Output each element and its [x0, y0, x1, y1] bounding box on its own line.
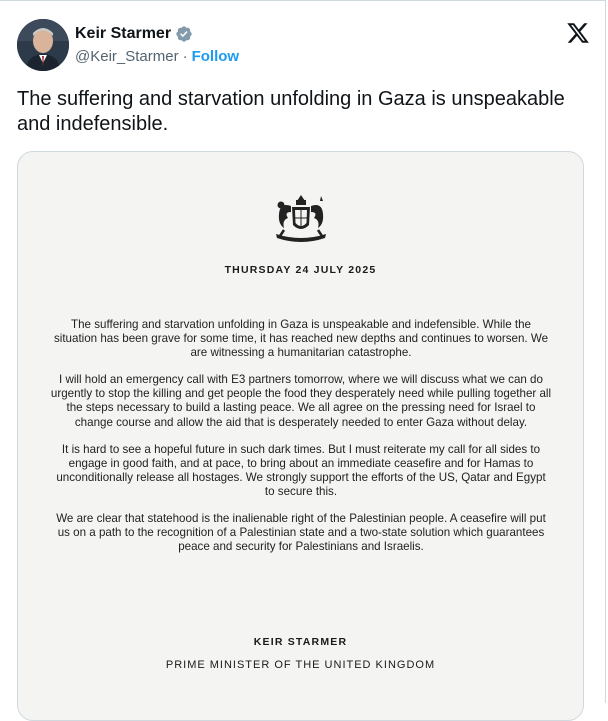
signatory-title: PRIME MINISTER OF THE UNITED KINGDOM — [165, 659, 436, 671]
statement-paragraph: I will hold an emergency call with E3 partners tomorrow, where we will discuss what we can do urgently to stop the killing and get people the food they desperately need while pulling together all the steps necessary to build a lasting peace. We all agree on the pressing need for Israel to change course and allow the aid that is desperately needed to enter Gaza without delay. — [50, 373, 552, 429]
avatar-image — [17, 19, 69, 71]
statement-date: THURSDAY 24 JULY 2025 — [224, 264, 377, 276]
statement-paragraph: It is hard to see a hopeful future in such dark times. But I must reiterate my call for all sides to engage in good faith, and at pace, to bring about an immediate ceasefire and for Hamas to unconditionally release all hostages. We strongly support the efforts of the US, Qatar and Egypt to secure this. — [56, 442, 546, 498]
verified-badge-icon — [175, 25, 193, 43]
avatar[interactable] — [17, 19, 69, 71]
statement-paragraph: The suffering and starvation unfolding in Gaza is unspeakable and indefensible. While the situation has been grave for some time, it has reached new depths and continues to worsen. We are witnessing a humanitarian catastrophe. — [53, 318, 549, 360]
statement-paragraph: We are clear that statehood is the inalienable right of the Palestinian people. A ceasefire will put us on a path to the recognition of a Palestinian state and a two-state solution which guarantees peace and security for Palestinians and Israelis. — [56, 512, 546, 554]
follow-button[interactable]: Follow — [191, 48, 240, 65]
handle-row — [75, 48, 239, 65]
x-logo-icon[interactable] — [565, 21, 591, 45]
signatory-name: KEIR STARMER — [253, 636, 348, 648]
statement-body — [50, 318, 552, 567]
royal-coat-of-arms-icon — [270, 192, 332, 248]
user-handle[interactable]: @Keir_Starmer — [75, 48, 179, 65]
statement-image[interactable] — [17, 151, 584, 721]
tweet-header — [17, 17, 591, 75]
display-name[interactable]: Keir Starmer — [75, 25, 172, 42]
tweet-text: The suffering and starvation unfolding in Gaza is unspeakable and indefensible. — [17, 88, 565, 135]
name-row — [75, 23, 193, 45]
separator-dot: · — [182, 48, 188, 65]
